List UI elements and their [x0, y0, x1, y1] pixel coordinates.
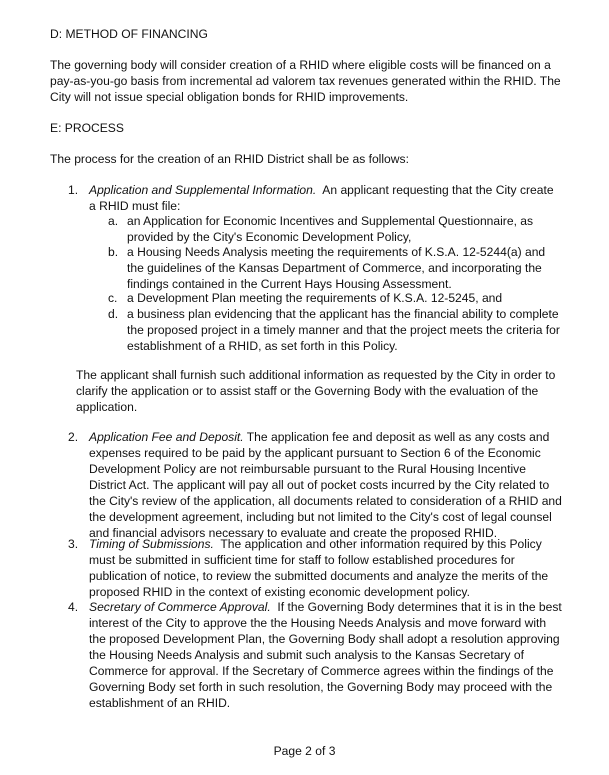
- item-line: interest of the City to approve the the Housing Needs Analysis and move forward with: [89, 616, 547, 630]
- paragraph-line: The applicant shall furnish such additional information as requested by the City in order to: [76, 368, 556, 382]
- subitem-line: a business plan evidencing that the applicant has the financial ability to complete: [127, 307, 559, 321]
- item-text: The application fee and deposit as well as any costs and: [243, 430, 550, 444]
- subitem-line: provided by the City's Economic Development Policy,: [127, 230, 412, 244]
- section-d-heading: D: METHOD OF FINANCING: [50, 27, 208, 41]
- item-text: The application and other information required by this Policy: [213, 537, 542, 551]
- item-line: Commerce for approval. If the Secretary of Commerce agrees within the findings of the: [89, 664, 554, 678]
- item-line: and financial advisors necessary to evaluate and create the proposed RHID.: [89, 526, 498, 540]
- paragraph-line: pay-as-you-go basis from incremental ad valorem tax revenues generated within the RHID. The: [50, 74, 561, 88]
- item-1-followup-paragraph: [76, 367, 555, 415]
- item-line: District Act. The applicant will pay all out of pocket costs incurred by the City related to: [89, 478, 550, 492]
- subitem-line: the proposed project in a timely manner and that the project meets the criteria for: [127, 323, 560, 337]
- subitem-line: a Housing Needs Analysis meeting the requirements of K.S.A. 12-5244(a) and: [127, 245, 546, 259]
- item-line: expenses required to be paid by the applicant pursuant to Section 6 of the Economic: [89, 446, 541, 460]
- item-line: must be submitted in sufficient time for staff to follow established procedures for: [89, 553, 515, 567]
- section-d-paragraph: [50, 57, 560, 105]
- list-number: 1.: [68, 183, 79, 197]
- item-line: establishment of an RHID.: [89, 696, 231, 710]
- item-line: the Housing Needs Analysis and submit such analysis to the Kansas Secretary of: [89, 648, 524, 662]
- section-e-heading: E: PROCESS: [50, 121, 124, 135]
- item-text: If the Governing Body determines that it is in the best: [270, 600, 562, 614]
- list-item-4: [89, 599, 562, 711]
- subitem-line: establishment of a RHID, as set forth in this Policy.: [127, 339, 398, 353]
- section-e-intro: The process for the creation of an RHID District shall be as follows:: [50, 152, 409, 166]
- item-line: the development agreement, including but not limited to the City's cost of legal counsel: [89, 510, 552, 524]
- list-item-1: [89, 182, 559, 214]
- paragraph-line: clarify the application or to assist staff or the Governing Body with the evaluation of the: [76, 384, 539, 398]
- subitem-letter: c.: [108, 291, 118, 305]
- item-title: Secretary of Commerce Approval.: [89, 600, 271, 614]
- item-line: the proposed Development Plan, the Governing Body shall adopt a resolution approving: [89, 632, 560, 646]
- paragraph-line: application.: [76, 400, 138, 414]
- item-line: publication of notice, to review the submitted documents and analyze the merits of the: [89, 569, 549, 583]
- list-item-3: [89, 536, 559, 600]
- item-title: Application Fee and Deposit.: [89, 430, 244, 444]
- list-number: 2.: [68, 430, 79, 444]
- subitem-line: findings contained in the Current Hays Housing Assessment.: [127, 277, 452, 291]
- list-number: 4.: [68, 600, 79, 614]
- item-line: a RHID must file:: [89, 199, 181, 213]
- subitem-letter: b.: [108, 245, 119, 259]
- subitem-line: an Application for Economic Incentives and Supplemental Questionnaire, as: [127, 214, 534, 228]
- item-line: Development Policy are not reimbursable pursuant to the Rural Housing Incentive: [89, 462, 526, 476]
- item-line: proposed RHID in the context of existing economic development policy.: [89, 585, 470, 599]
- list-item-2: [89, 429, 562, 541]
- subitem-b: [127, 244, 567, 292]
- item-title: Application and Supplemental Information.: [89, 183, 317, 197]
- item-text: An applicant requesting that the City create: [316, 183, 554, 197]
- paragraph-line: City will not issue special obligation bonds for RHID improvements.: [50, 90, 409, 104]
- subitem-letter: a.: [108, 214, 119, 228]
- subitem-d: [127, 306, 567, 354]
- list-number: 3.: [68, 537, 79, 551]
- item-title: Timing of Submissions.: [89, 537, 214, 551]
- item-line: Governing Body set forth in such resolution, the Governing Body may proceed with the: [89, 680, 553, 694]
- page-number: Page 2 of 3: [273, 744, 336, 758]
- paragraph-line: The governing body will consider creation of a RHID where eligible costs will be financed on a: [50, 58, 551, 72]
- subitem-line: a Development Plan meeting the requirements of K.S.A. 12-5245, and: [127, 291, 503, 305]
- subitem-letter: d.: [108, 307, 119, 321]
- subitem-line: the guidelines of the Kansas Department of Commerce, and incorporating the: [127, 261, 542, 275]
- subitem-a: [127, 213, 567, 245]
- subitem-c: [127, 290, 567, 306]
- item-line: the City's review of the application, all documents related to consideration of a RHID and: [89, 494, 562, 508]
